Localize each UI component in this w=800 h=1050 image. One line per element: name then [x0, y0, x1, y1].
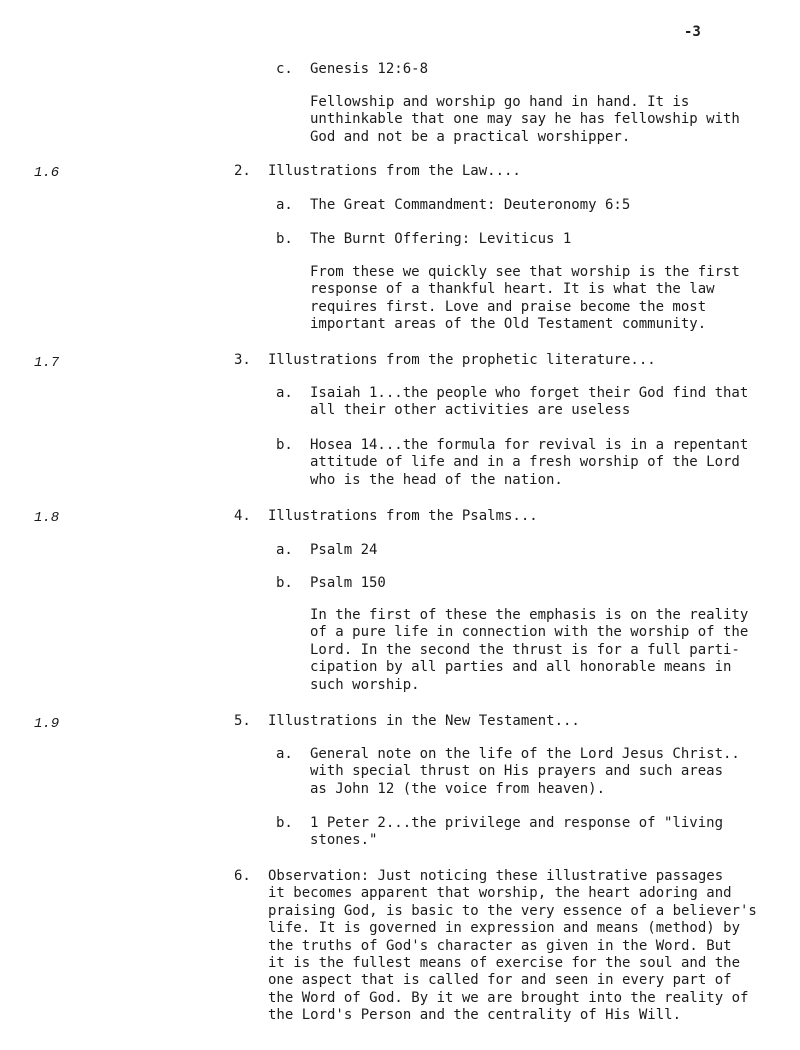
- item-label: c.: [276, 61, 293, 77]
- paragraph-line: the truths of God's character as given in the Word. But: [268, 937, 732, 954]
- paragraph-line: life. It is governed in expression and means (method) by: [268, 920, 741, 937]
- section-number: 6.: [234, 868, 251, 884]
- item-line: Isaiah 1...the people who forget their God find that: [310, 385, 749, 401]
- note-line: From these we quickly see that worship is the first: [310, 264, 740, 280]
- item-line: as John 12 (the voice from heaven).: [310, 780, 606, 797]
- note-line: such worship.: [310, 676, 420, 693]
- section-heading: Illustrations from the Psalms...: [268, 508, 538, 524]
- item-line: 1 Peter 2...the privilege and response of "living: [310, 815, 724, 831]
- section-note: [310, 264, 740, 334]
- section-number: 4.: [234, 508, 251, 524]
- item-line: all their other activities are useless: [310, 402, 631, 419]
- note-line: Lord. In the second the thrust is for a full parti-: [310, 641, 740, 658]
- item-text: Psalm 24: [310, 542, 378, 558]
- item-text: [310, 437, 748, 489]
- margin-note: 1.6: [34, 165, 60, 181]
- item-note: [310, 94, 740, 146]
- section-note: [310, 607, 748, 694]
- paragraph-line: it is the fullest means of exercise for the soul and the: [268, 955, 741, 972]
- section-number: 5.: [234, 713, 251, 729]
- item-label: a.: [276, 197, 293, 213]
- paragraph-line: the Lord's Person and the centrality of His Will.: [268, 1007, 682, 1024]
- paragraph-line: the Word of God. By it we are brought into the reality of: [268, 989, 749, 1006]
- item-text: Psalm 150: [310, 575, 386, 591]
- item-line: attitude of life and in a fresh worship of the Lord: [310, 454, 740, 471]
- paragraph-line: one aspect that is called for and seen in every part of: [268, 972, 732, 989]
- note-line: of a pure life in connection with the worship of the: [310, 624, 749, 641]
- note-line: requires first. Love and praise become the most: [310, 298, 707, 315]
- section-heading: Illustrations in the New Testament...: [268, 713, 580, 729]
- item-line: Hosea 14...the formula for revival is in a repentant: [310, 437, 749, 453]
- item-text: The Burnt Offering: Leviticus 1: [310, 231, 572, 247]
- item-text: [310, 746, 740, 798]
- item-label: a.: [276, 542, 293, 558]
- section-number: 2.: [234, 163, 251, 179]
- paragraph-line: praising God, is basic to the very essence of a believer's: [268, 902, 757, 919]
- note-line: Fellowship and worship go hand in hand. It is: [310, 94, 690, 110]
- item-line: stones.": [310, 832, 378, 849]
- page-number: -3: [684, 24, 701, 40]
- item-label: b.: [276, 437, 293, 453]
- item-line: who is the head of the nation.: [310, 471, 563, 488]
- item-line: General note on the life of the Lord Jesus Christ..: [310, 746, 740, 762]
- note-line: important areas of the Old Testament community.: [310, 316, 707, 333]
- paragraph-line: it becomes apparent that worship, the heart adoring and: [268, 885, 732, 902]
- note-line: response of a thankful heart. It is what the law: [310, 281, 715, 298]
- item-line: with special thrust on His prayers and such areas: [310, 763, 724, 780]
- item-label: a.: [276, 385, 293, 401]
- item-label: b.: [276, 575, 293, 591]
- item-text: Genesis 12:6-8: [310, 61, 429, 77]
- paragraph-line: Observation: Just noticing these illustrative passages: [268, 868, 724, 884]
- note-line: unthinkable that one may say he has fellowship with: [310, 111, 740, 128]
- section-heading: Illustrations from the Law....: [268, 163, 521, 179]
- note-line: cipation by all parties and all honorable means in: [310, 659, 732, 676]
- section-heading: Illustrations from the prophetic literature...: [268, 352, 656, 368]
- item-text: [310, 815, 723, 850]
- item-label: b.: [276, 815, 293, 831]
- observation-paragraph: [268, 868, 757, 1025]
- note-line: In the first of these the emphasis is on the reality: [310, 607, 749, 623]
- item-text: The Great Commandment: Deuteronomy 6:5: [310, 197, 631, 213]
- margin-note: 1.8: [34, 510, 60, 526]
- item-label: a.: [276, 746, 293, 762]
- margin-note: 1.7: [34, 355, 60, 371]
- section-number: 3.: [234, 352, 251, 368]
- item-label: b.: [276, 231, 293, 247]
- margin-note: 1.9: [34, 716, 60, 732]
- item-text: [310, 385, 748, 420]
- note-line: God and not be a practical worshipper.: [310, 128, 631, 145]
